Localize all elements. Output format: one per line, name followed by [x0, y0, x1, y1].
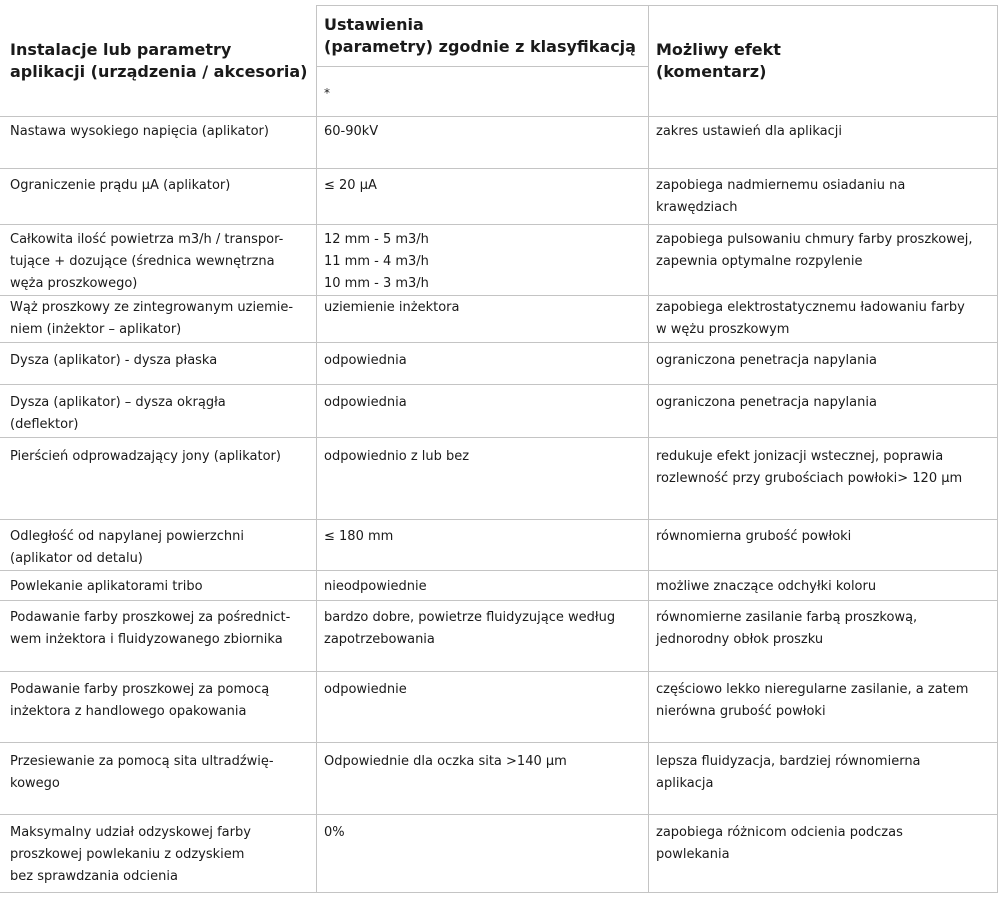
column-border: [316, 5, 317, 893]
header-effect: Możliwy efekt (komentarz): [656, 40, 781, 81]
header-parameters: Instalacje lub parametry aplikacji (urządzenia / akcesoria): [10, 40, 308, 81]
param-cell: Powlekanie aplikatorami tribo: [10, 579, 203, 594]
setting-cell: 0%: [324, 825, 345, 840]
header-settings: Ustawienia (parametry) zgodnie z klasyfikacją: [324, 15, 636, 56]
param-cell: Ograniczenie prądu µA (aplikator): [10, 178, 231, 193]
param-cell: Dysza (aplikator) – dysza okrągła (deflektor): [10, 395, 226, 432]
effect-cell: zakres ustawień dla aplikacji: [656, 124, 843, 139]
row-border: [0, 295, 998, 296]
row-border: [0, 671, 998, 672]
setting-cell: Odpowiednie dla oczka sita >140 µm: [324, 754, 567, 769]
header-settings-note: *: [324, 86, 330, 100]
effect-cell: zapobiega nadmiernemu osiadaniu na krawędziach: [656, 178, 906, 215]
param-cell: Odległość od napylanej powierzchni (aplikator od detalu): [10, 529, 244, 566]
effect-cell: zapobiega różnicom odcienia podczas powlekania: [656, 825, 903, 862]
row-border: [0, 742, 998, 743]
setting-cell: 12 mm - 5 m3/h 11 mm - 4 m3/h 10 mm - 3 m3/h: [324, 232, 429, 291]
row-border: [0, 384, 998, 385]
effect-cell: zapobiega pulsowaniu chmury farby proszkowej, zapewnia optymalne rozpylenie: [656, 232, 973, 269]
setting-cell: odpowiednia: [324, 395, 407, 410]
row-border: [0, 600, 998, 601]
param-cell: Całkowita ilość powietrza m3/h / transpor- tujące + dozujące (średnica wewnętrzna węża proszkowego): [10, 232, 284, 291]
param-cell: Nastawa wysokiego napięcia (aplikator): [10, 124, 269, 139]
row-border: [0, 437, 998, 438]
setting-cell: ≤ 180 mm: [324, 529, 394, 544]
setting-cell: odpowiednio z lub bez: [324, 449, 470, 464]
param-cell: Podawanie farby proszkowej za pomocą inżektora z handlowego opakowania: [10, 682, 270, 719]
header-sub-border: [316, 66, 649, 67]
setting-cell: uziemienie inżektora: [324, 300, 460, 315]
param-cell: Wąż proszkowy ze zintegrowanym uziemie- niem (inżektor – aplikator): [10, 300, 294, 337]
table-bottom-border: [0, 892, 998, 893]
column-border: [648, 5, 649, 893]
setting-cell: odpowiednia: [324, 353, 407, 368]
setting-cell: 60-90kV: [324, 124, 379, 139]
param-cell: Przesiewanie za pomocą sita ultradźwię- kowego: [10, 754, 274, 791]
effect-cell: równomierne zasilanie farbą proszkową, jednorodny obłok proszku: [656, 610, 918, 647]
param-cell: Dysza (aplikator) - dysza płaska: [10, 353, 218, 368]
row-border: [0, 570, 998, 571]
column-border: [997, 5, 998, 893]
row-border: [0, 814, 998, 815]
setting-cell: odpowiednie: [324, 682, 407, 697]
effect-cell: równomierna grubość powłoki: [656, 529, 852, 544]
setting-cell: ≤ 20 µA: [324, 178, 377, 193]
row-border: [0, 116, 998, 117]
effect-cell: redukuje efekt jonizacji wstecznej, poprawia rozlewność przy grubościach powłoki> 120 µm: [656, 449, 963, 486]
row-border: [0, 519, 998, 520]
effect-cell: możliwe znaczące odchyłki koloru: [656, 579, 877, 594]
row-border: [0, 342, 998, 343]
effect-cell: częściowo lekko nieregularne zasilanie, a zatem nierówna grubość powłoki: [656, 682, 969, 719]
header-top-border: [316, 5, 998, 6]
param-cell: Podawanie farby proszkowej za pośrednict- wem inżektora i fluidyzowanego zbiornika: [10, 610, 291, 647]
param-cell: Maksymalny udział odzyskowej farby proszkowej powlekaniu z odzyskiem bez sprawdzania odcienia: [10, 825, 251, 884]
effect-cell: lepsza fluidyzacja, bardziej równomierna aplikacja: [656, 754, 921, 791]
effect-cell: ograniczona penetracja napylania: [656, 353, 877, 368]
effect-cell: zapobiega elektrostatycznemu ładowaniu farby w wężu proszkowym: [656, 300, 965, 337]
row-border: [0, 224, 998, 225]
row-border: [0, 168, 998, 169]
setting-cell: nieodpowiednie: [324, 579, 427, 594]
setting-cell: bardzo dobre, powietrze fluidyzujące według zapotrzebowania: [324, 610, 616, 647]
effect-cell: ograniczona penetracja napylania: [656, 395, 877, 410]
param-cell: Pierścień odprowadzający jony (aplikator): [10, 449, 281, 464]
